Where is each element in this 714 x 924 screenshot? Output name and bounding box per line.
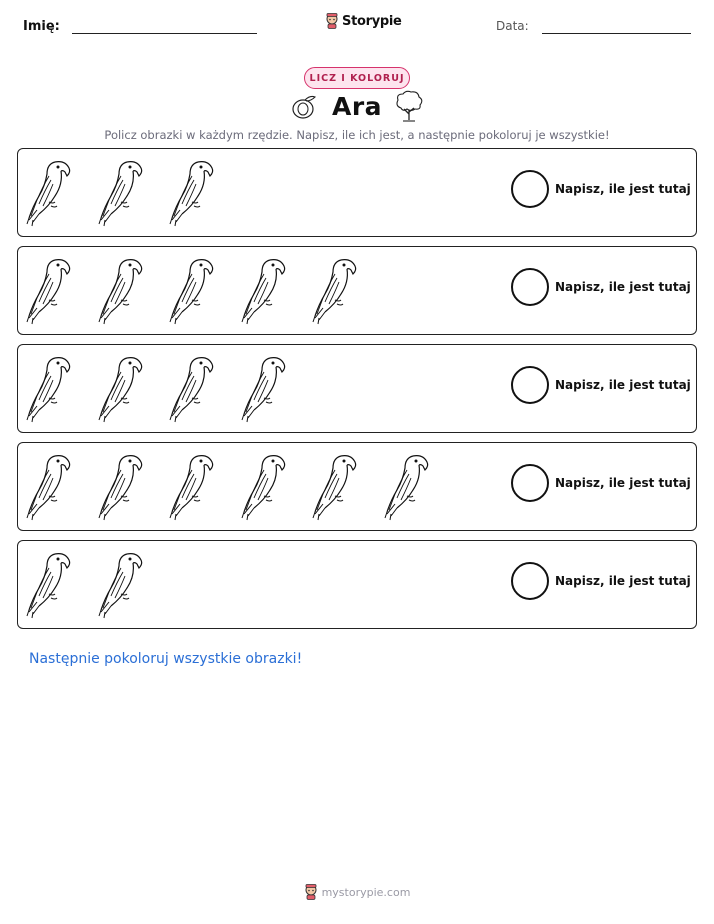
- page-title: Ara: [331, 92, 383, 121]
- parrot-icon: [25, 450, 97, 522]
- parrot-icon: [97, 156, 169, 228]
- answer-prompt: Napisz, ile jest tutaj: [555, 574, 691, 588]
- answer-circle[interactable]: [511, 170, 549, 208]
- count-row-5: [17, 540, 697, 629]
- parrot-icon: [97, 548, 169, 620]
- answer-circle[interactable]: [511, 562, 549, 600]
- count-row-2: [17, 246, 697, 335]
- storypie-logo-icon: [325, 13, 339, 29]
- answer-circle[interactable]: [511, 268, 549, 306]
- count-row-4: [17, 442, 697, 531]
- answer-circle[interactable]: [511, 366, 549, 404]
- parrot-icon: [240, 254, 312, 326]
- footer: [0, 884, 714, 900]
- answer-prompt: Napisz, ile jest tutaj: [555, 182, 691, 196]
- parrot-icon: [240, 352, 312, 424]
- parrot-icon: [97, 254, 169, 326]
- parrot-icon: [168, 352, 240, 424]
- parrot-icon: [168, 450, 240, 522]
- date-label: Data:: [496, 19, 529, 33]
- brand-name: Storypie: [342, 13, 402, 29]
- parrot-icon: [168, 156, 240, 228]
- parrot-icon: [25, 254, 97, 326]
- answer-circle[interactable]: [511, 464, 549, 502]
- title-row: [0, 90, 714, 126]
- answer-prompt: Napisz, ile jest tutaj: [555, 280, 691, 294]
- parrot-icon: [25, 352, 97, 424]
- row-items: [25, 254, 383, 326]
- date-line[interactable]: [542, 33, 691, 34]
- count-row-3: [17, 344, 697, 433]
- row-items: [25, 156, 240, 228]
- footer-note: Następnie pokoloruj wszystkie obrazki!: [29, 651, 303, 667]
- row-items: [25, 450, 455, 522]
- tree-icon: [393, 90, 425, 124]
- storypie-logo-icon: [304, 884, 318, 900]
- parrot-icon: [97, 352, 169, 424]
- row-items: [25, 548, 168, 620]
- parrot-icon: [25, 548, 97, 620]
- parrot-icon: [168, 254, 240, 326]
- row-items: [25, 352, 311, 424]
- site-url: mystorypie.com: [321, 885, 411, 899]
- counting-rows: [17, 148, 697, 638]
- count-row-1: [17, 148, 697, 237]
- category-badge: LICZ I KOLORUJ: [304, 67, 410, 89]
- parrot-icon: [97, 450, 169, 522]
- answer-prompt: Napisz, ile jest tutaj: [555, 378, 691, 392]
- instructions: Policz obrazki w każdym rzędzie. Napisz, ile ich jest, a następnie pokoloruj je wszystkie!: [104, 128, 610, 142]
- parrot-icon: [25, 156, 97, 228]
- parrot-icon: [383, 450, 455, 522]
- parrot-icon: [311, 450, 383, 522]
- parrot-icon: [311, 254, 383, 326]
- name-label: Imię:: [23, 19, 60, 34]
- header: [0, 0, 714, 50]
- brand: [325, 13, 402, 29]
- answer-prompt: Napisz, ile jest tutaj: [555, 476, 691, 490]
- parrot-icon: [240, 450, 312, 522]
- name-line[interactable]: [72, 33, 257, 34]
